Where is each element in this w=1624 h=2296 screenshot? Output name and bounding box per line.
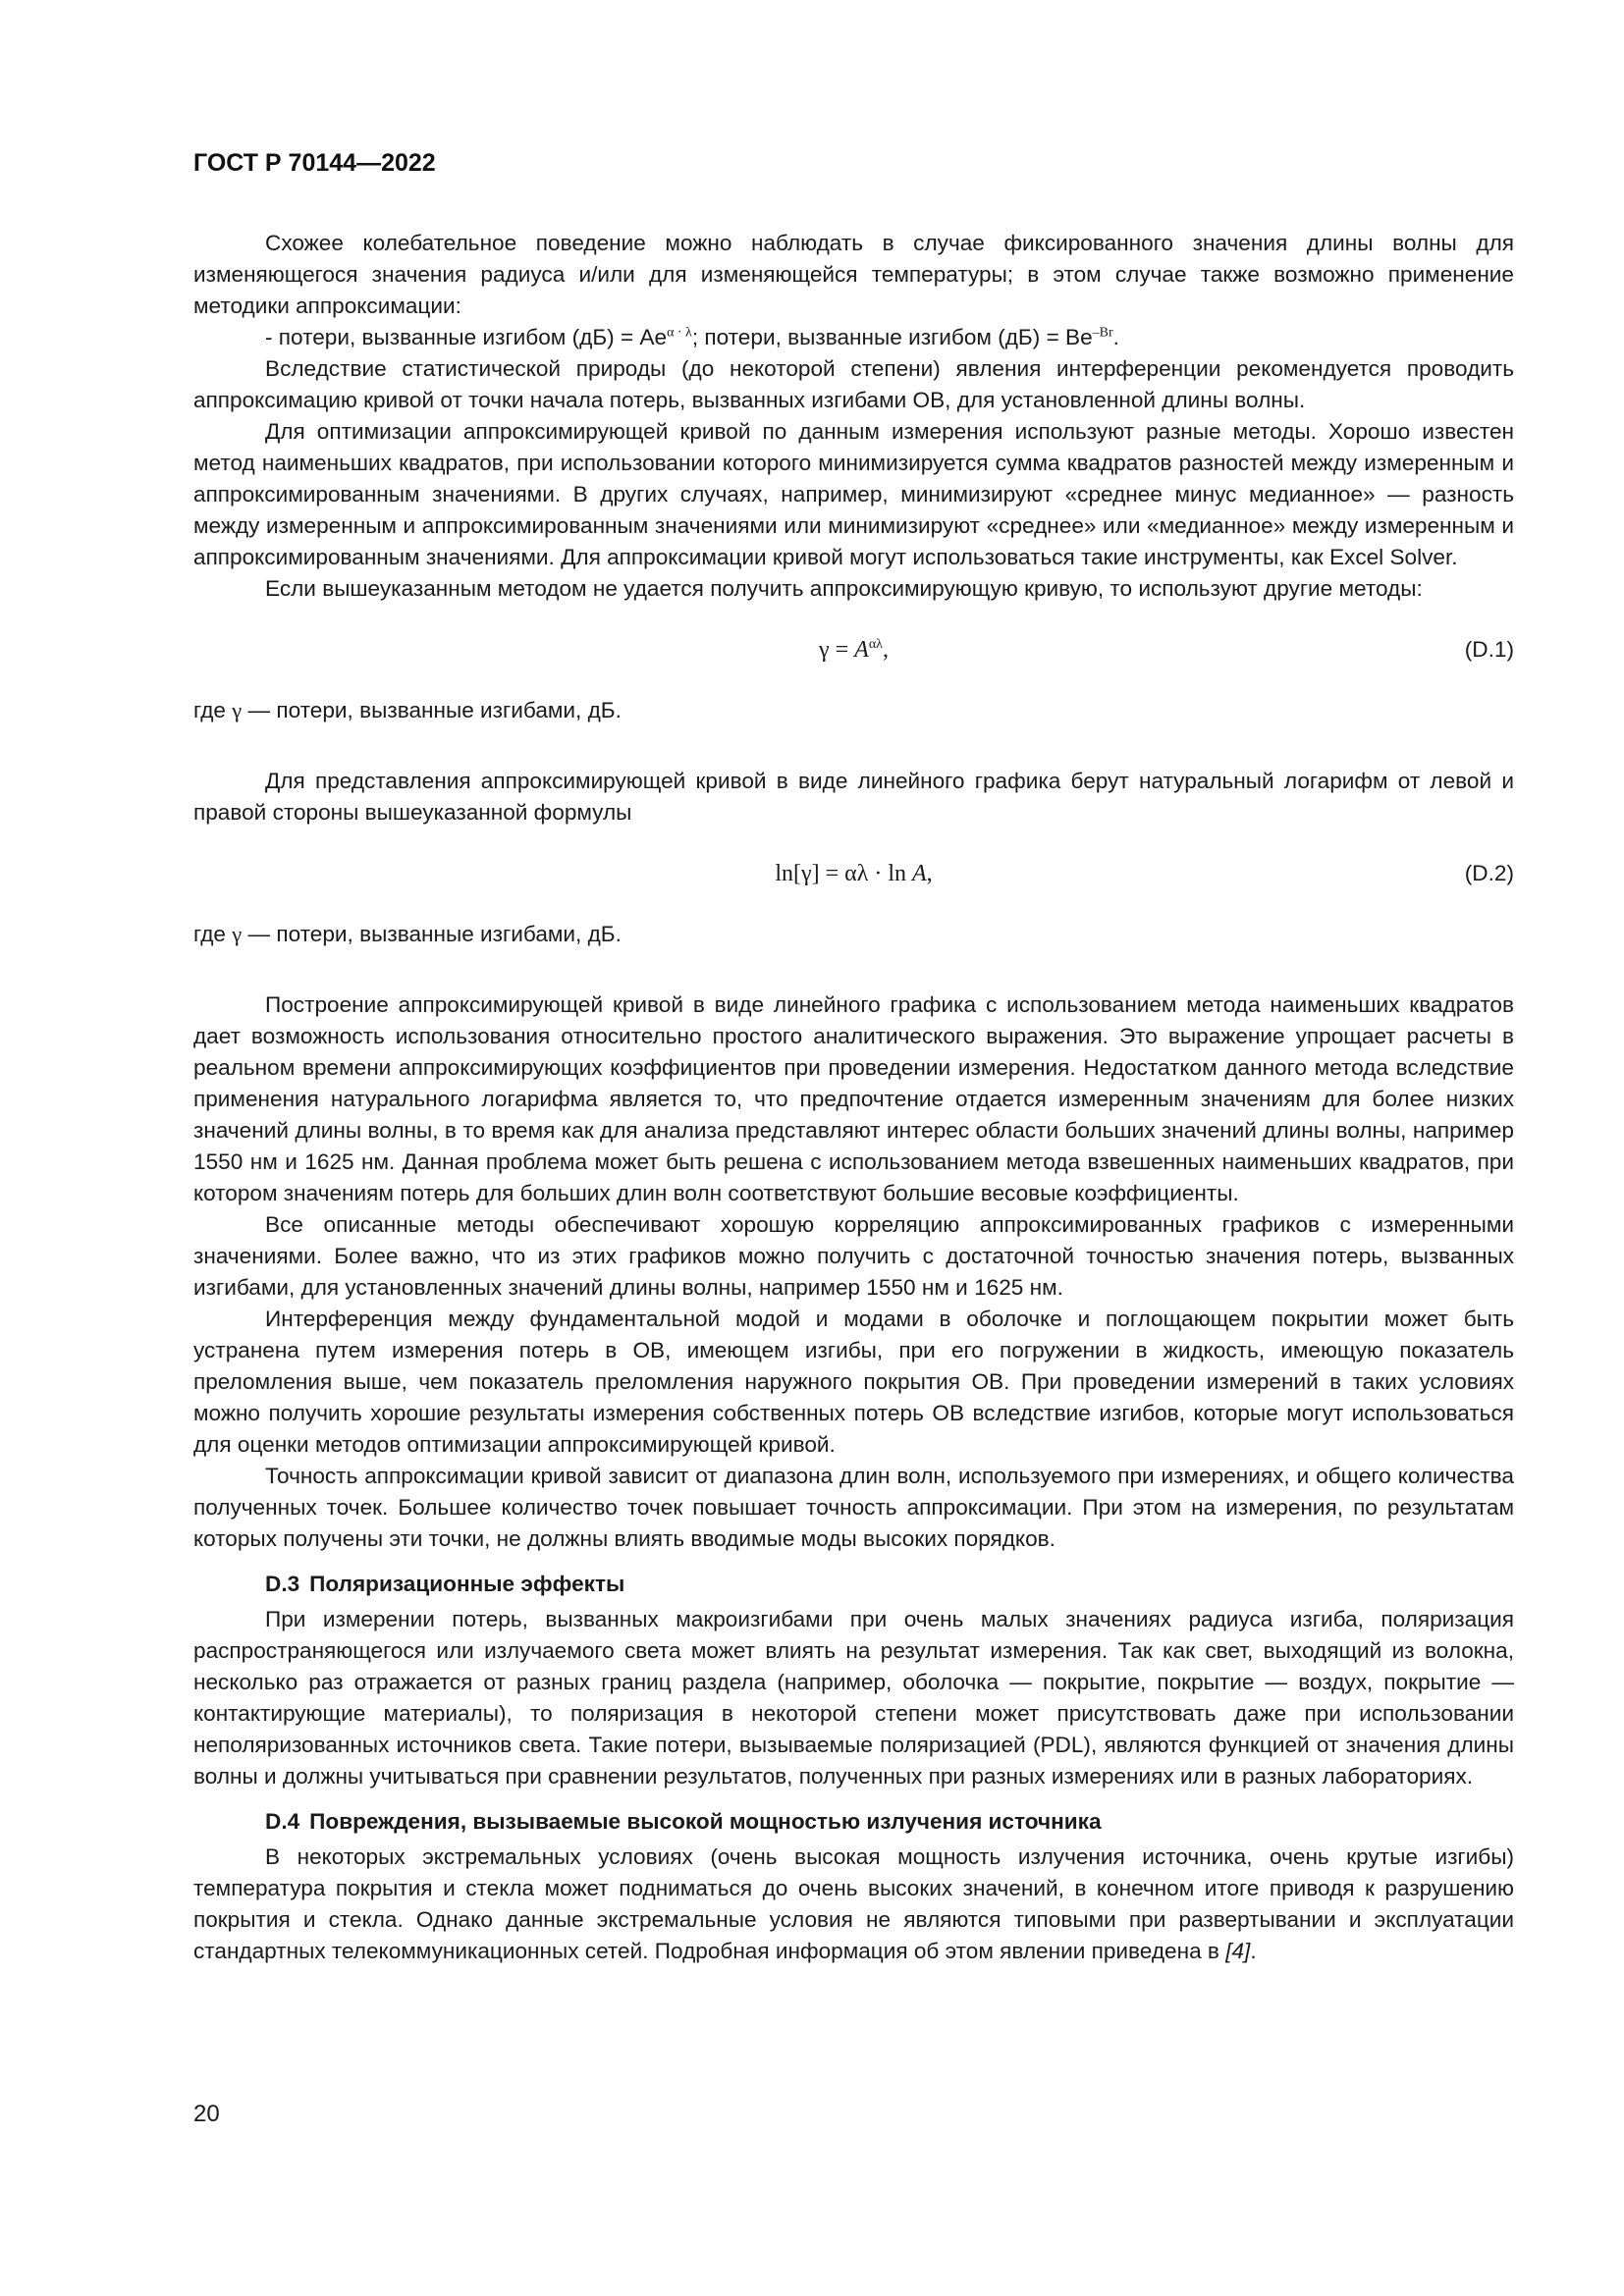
section-heading-d3 xyxy=(193,1569,1514,1600)
equation-number: (D.2) xyxy=(1464,861,1514,885)
bullet-text: . xyxy=(1112,325,1119,349)
formula-expression xyxy=(193,858,1514,889)
formula-variable: A xyxy=(912,861,927,886)
where-symbol: γ xyxy=(232,922,243,946)
paragraph: Вследствие статистической природы (до некоторой степени) явления интерференции рекомендуется проводить аппроксимацию кривой от точки начала потерь, вызванных изгибами ОВ, для установленной длины волны. xyxy=(193,356,1514,412)
where-prefix: где xyxy=(193,698,233,722)
bullet-text: ; потери, вызванные изгибом (дБ) = Be xyxy=(691,325,1093,349)
formula-variable: A xyxy=(854,637,869,663)
paragraph: Интерференция между фундаментальной модой и модами в оболочке и поглощающем покрытии может быть устранена путем измерения потерь в ОВ, имеющем изгибы, при его погружении в жидкость, имеющую показатель преломления выше, чем показатель преломления наружного покрытия ОВ. При проведении измерений в таких условиях можно получить хорошие результаты измерения собственных потерь ОВ вследствие изгибов, которые могут использоваться для оценки методов оптимизации аппроксимирующей кривой. xyxy=(193,1307,1514,1457)
section-heading-d4 xyxy=(193,1806,1514,1838)
paragraph: При измерении потерь, вызванных макроизгибами при очень малых значениях радиуса изгиба, поляризация распространяющегося или излучаемого света может влиять на результат измерения. Так как свет, выходящий из волокна, несколько раз отражается от разных границ раздела (например, оболочка — покрытие, покрытие — воздух, покрытие — контактирующие материалы), то поляризация в некоторой степени может присутствовать даже при использовании неполяризованных источников света. Такие потери, вызываемые поляризацией (PDL), являются функцией от значения длины волны и должны учитываться при сравнении результатов, полученных при разных измерениях или в разных лабораториях. xyxy=(193,1607,1514,1789)
formula-tail: , xyxy=(926,861,933,886)
paragraph: Построение аппроксимирующей кривой в виде линейного графика с использованием метода наименьших квадратов дает возможность использования относительно простого аналитического выражения. Это выражение упрощает расчеты в реальном времени аппроксимирующих коэффициентов при проведении измерения. Недостатком данного метода вследствие применения натурального логарифма является то, что предпочтение отдается измеренным значениям для более низких значений длины волны, в то время как для анализа представляют интерес области больших значений длины волны, например 1550 нм и 1625 нм. Данная проблема может быть решена с использованием метода взвешенных наименьших квадратов, при котором значениям потерь для больших длин волн соответствуют большие весовые коэффициенты. xyxy=(193,992,1514,1205)
section-number: D.3 xyxy=(265,1572,300,1596)
paragraph-end: . xyxy=(1250,1939,1257,1963)
standard-header: ГОСТ Р 70144—2022 xyxy=(193,149,436,177)
exponent: –Br xyxy=(1092,325,1113,341)
where-text: — потери, вызванные изгибами, дБ. xyxy=(242,698,622,722)
bullet-text: - потери, вызванные изгибом (дБ) = Ae xyxy=(265,325,668,349)
paragraph-text: В некоторых экстремальных условиях (очень высокая мощность излучения источника, очень крутые изгибы) температура покрытия и стекла может подниматься до очень высоких значений, в конечном итоге приводя к разрушению покрытия и стекла. Однако данные экстремальные условия не являются типовыми при развертывании и эксплуатации стандартных телекоммуникационных сетей. Подробная информация об этом явлении приведена в xyxy=(193,1844,1514,1963)
where-symbol: γ xyxy=(232,698,243,722)
paragraph: Все описанные методы обеспечивают хорошую корреляцию аппроксимированных графиков с измеренными значениями. Более важно, что из этих графиков можно получить с достаточной точностью значения потерь, вызванных изгибами, для установленных значений длины волны, например 1550 нм и 1625 нм. xyxy=(193,1212,1514,1300)
section-title: Поляризационные эффекты xyxy=(309,1572,625,1596)
section-number: D.4 xyxy=(265,1809,300,1834)
formula-lhs: γ = xyxy=(819,637,855,663)
paragraph: Точность аппроксимации кривой зависит от диапазона длин волн, используемого при измерениях, и общего количества полученных точек. Большее количество точек повышает точность аппроксимации. При этом на измерения, по результатам которых получены эти точки, не должны влиять вводимые моды высоких порядков. xyxy=(193,1464,1514,1551)
formula-d2 xyxy=(193,858,1514,889)
where-clause xyxy=(193,919,1514,950)
section-title: Повреждения, вызываемые высокой мощностью излучения источника xyxy=(309,1809,1102,1834)
paragraph: Если вышеуказанным методом не удается получить аппроксимирующую кривую, то используют другие методы: xyxy=(265,576,1423,601)
bibliography-reference[interactable]: [4] xyxy=(1225,1939,1251,1963)
formula-d1 xyxy=(193,634,1514,666)
formula-exponent: αλ xyxy=(868,637,883,652)
where-clause xyxy=(193,695,1514,726)
formula-lhs: ln[γ] = αλ · ln xyxy=(775,861,912,886)
equation-number: (D.1) xyxy=(1464,637,1514,662)
paragraph: Для представления аппроксимирующей кривой в виде линейного графика берут натуральный логарифм от левой и правой стороны вышеуказанной формулы xyxy=(193,769,1514,825)
exponent: α · λ xyxy=(667,325,692,341)
paragraph xyxy=(193,1842,1514,1967)
page-number: 20 xyxy=(193,2101,220,2127)
paragraph: Для оптимизации аппроксимирующей кривой по данным измерения используют разные методы. Хорошо известен метод наименьших квадратов, при использовании которого минимизируется сумма квадратов разностей между измеренным и аппроксимированным значениями. В других случаях, например, минимизируют «среднее минус медианное» — разность между измеренным и аппроксимированным значениями или минимизируют «среднее» или «медианное» между измеренным и аппроксимированным значениями. Для аппроксимации кривой могут использоваться такие инструменты, как Excel Solver. xyxy=(193,419,1514,569)
bullet-item xyxy=(193,322,1514,353)
where-text: — потери, вызванные изгибами, дБ. xyxy=(242,922,622,946)
formula-expression xyxy=(193,634,1514,666)
paragraph: Схожее колебательное поведение можно наблюдать в случае фиксированного значения длины волны для изменяющегося значения радиуса и/или для изменяющейся температуры; в этом случае также возможно применение методики аппроксимации: xyxy=(193,231,1514,318)
where-prefix: где xyxy=(193,922,233,946)
document-body xyxy=(193,228,1514,1967)
formula-tail: , xyxy=(882,637,889,663)
